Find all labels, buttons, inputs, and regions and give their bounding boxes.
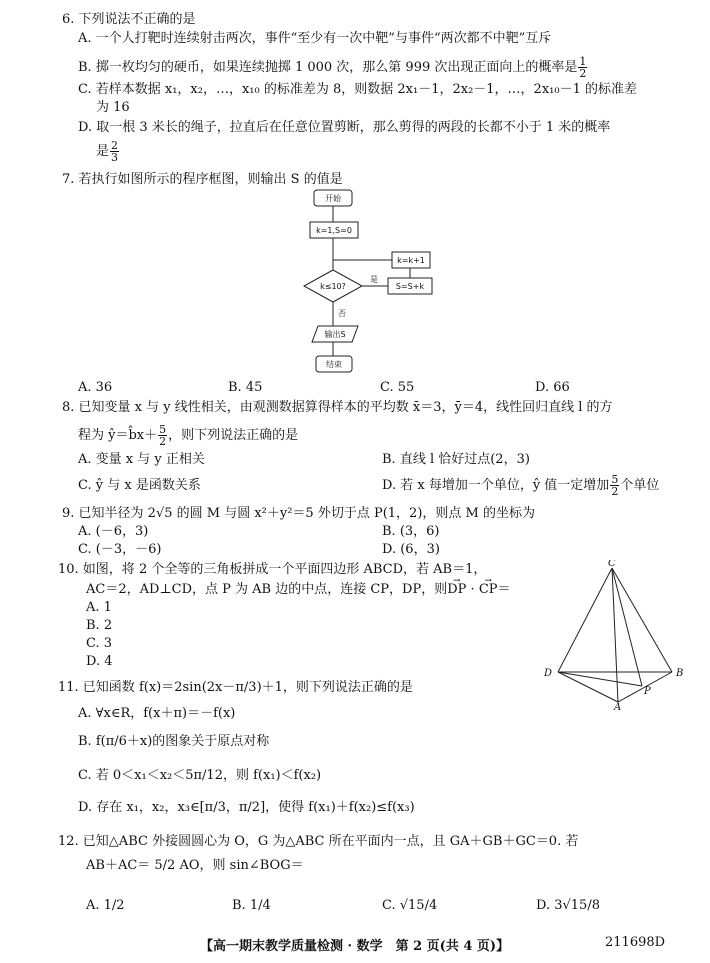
q10-option-b: B. 2 bbox=[86, 618, 113, 633]
q12-option-a: A. 1/2 bbox=[86, 898, 125, 913]
q8-option-b: B. 直线 l 恰好过点(2，3) bbox=[382, 452, 530, 467]
label-b: B bbox=[676, 668, 684, 679]
q12-option-c: C. √15/4 bbox=[382, 898, 438, 913]
q9-option-d: D. (6，3) bbox=[382, 542, 440, 557]
q7-flowchart bbox=[302, 188, 442, 378]
q6-option-b: B. 掷一枚均匀的硬币，如果连续抛掷 1 000 次，那么第 999 次出现正面向上的概率是 $\frac{1}{2}$ bbox=[78, 55, 587, 80]
label-a: A bbox=[614, 702, 622, 710]
q8-line1: 8. 已知变量 x 与 y 线性相关，由观测数据算得样本的平均数 x̄＝3，ȳ＝4，线性回归直线 l 的方 bbox=[62, 400, 613, 415]
q12-line2: AB＋AC＝ 5/2 AO，则 sin∠BOG＝ bbox=[86, 858, 304, 873]
label-p: P bbox=[644, 686, 651, 697]
flow-body-text: S=S+k bbox=[395, 282, 425, 291]
q7-option-c: C. 55 bbox=[380, 380, 415, 395]
q9-option-a: A. (－6，3) bbox=[78, 524, 149, 539]
edge-cd bbox=[558, 568, 612, 672]
q8-line2: 程为 ŷ＝b̂x＋ $\frac{5}{2}$ ，则下列说法正确的是 bbox=[78, 423, 299, 448]
flow-inc-text: k=k+1 bbox=[397, 256, 425, 265]
flow-init-text: k=1,S=0 bbox=[316, 226, 352, 235]
flow-start-text: 开始 bbox=[325, 194, 341, 203]
q6-stem: 6. 下列说法不正确的是 bbox=[62, 12, 196, 27]
q9-stem: 9. 已知半径为 2√5 的圆 M 与圆 x²＋y²＝5 外切于点 P(1，2)，则点 M 的坐标为 bbox=[62, 506, 535, 521]
q8-option-d: D. 若 x 每增加一个单位，ŷ 值一定增加 $\frac{5}{2}$ 个单位 bbox=[382, 473, 660, 498]
page-footer-title: 【高一期末教学质量检测 · 数学 第 2 页(共 4 页)】 bbox=[200, 939, 510, 954]
q12-line1: 12. 已知△ABC 外接圆圆心为 O，G 为△ABC 所在平面内一点，且 GA＋GB＋GC＝0. 若 bbox=[58, 834, 579, 849]
q7-option-d: D. 66 bbox=[535, 380, 570, 395]
q7-option-a: A. 36 bbox=[78, 380, 113, 395]
q7-stem: 7. 若执行如图所示的程序框图，则输出 S 的值是 bbox=[62, 172, 343, 187]
flow-no-label: 否 bbox=[338, 309, 346, 318]
q8-option-a: A. 变量 x 与 y 正相关 bbox=[78, 452, 205, 467]
q9-option-c: C. (－3，－6) bbox=[78, 542, 162, 557]
q11-stem: 11. 已知函数 f(x)＝2sin(2x－π/3)＋1，则下列说法正确的是 bbox=[58, 680, 413, 695]
q11-option-c: C. 若 0＜x₁＜x₂＜5π/12，则 f(x₁)＜f(x₂) bbox=[78, 768, 322, 783]
q12-option-b: B. 1/4 bbox=[232, 898, 271, 913]
q11-option-d: D. 存在 x₁，x₂，x₃∈[π/3，π/2]，使得 f(x₁)＋f(x₂)≤f(x₃) bbox=[78, 800, 415, 815]
label-c: C bbox=[608, 560, 616, 569]
edge-dp bbox=[558, 672, 642, 686]
q6-option-c-line2: 为 16 bbox=[96, 100, 130, 115]
q10-line1: 10. 如图，将 2 个全等的三角板拼成一个平面四边形 ABCD，若 AB＝1， bbox=[58, 562, 487, 577]
q7-option-b: B. 45 bbox=[228, 380, 263, 395]
q6-option-c-line1: C. 若样本数据 x₁，x₂，…，x₁₀ 的标准差为 8，则数据 2x₁－1，2x₂－1，…，2x₁₀－1 的标准差 bbox=[78, 82, 637, 97]
q9-option-b: B. (3，6) bbox=[382, 524, 440, 539]
flow-yes-label: 是 bbox=[370, 275, 378, 284]
q11-option-b: B. f(π/6＋x)的图象关于原点对称 bbox=[78, 734, 270, 749]
q6-option-d-line2: 是 $\frac{2}{3}$ bbox=[96, 139, 119, 164]
flow-output-text: 输出S bbox=[324, 330, 346, 339]
page-footer-code: 211698D bbox=[605, 935, 666, 950]
q10-quadrilateral-figure bbox=[540, 560, 690, 710]
edge-cb bbox=[612, 568, 672, 672]
q6-option-a: A. 一个人打靶时连续射击两次，事件“至少有一次中靶”与事件“两次都不中靶”互斥 bbox=[78, 31, 552, 46]
q11-option-a: A. ∀x∈R，f(x＋π)＝－f(x) bbox=[78, 706, 236, 721]
q10-line2: AC＝2，AD⊥CD，点 P 为 AB 边的中点，连接 CP，DP，则→ DP · → CP＝ bbox=[86, 582, 511, 598]
flow-end-text: 结束 bbox=[326, 360, 342, 369]
q10-option-c: C. 3 bbox=[86, 636, 113, 651]
flow-cond-text: k≤10? bbox=[320, 282, 346, 291]
label-d: D bbox=[544, 668, 553, 679]
q6-option-d-line1: D. 取一根 3 米长的绳子，拉直后在任意位置剪断，那么剪得的两段的长都不小于 1 米的概率 bbox=[78, 120, 611, 135]
q8-option-c: C. ŷ 与 x 是函数关系 bbox=[78, 478, 201, 493]
q10-option-a: A. 1 bbox=[86, 600, 112, 615]
q10-option-d: D. 4 bbox=[86, 654, 113, 669]
q12-option-d: D. 3√15/8 bbox=[536, 898, 600, 913]
